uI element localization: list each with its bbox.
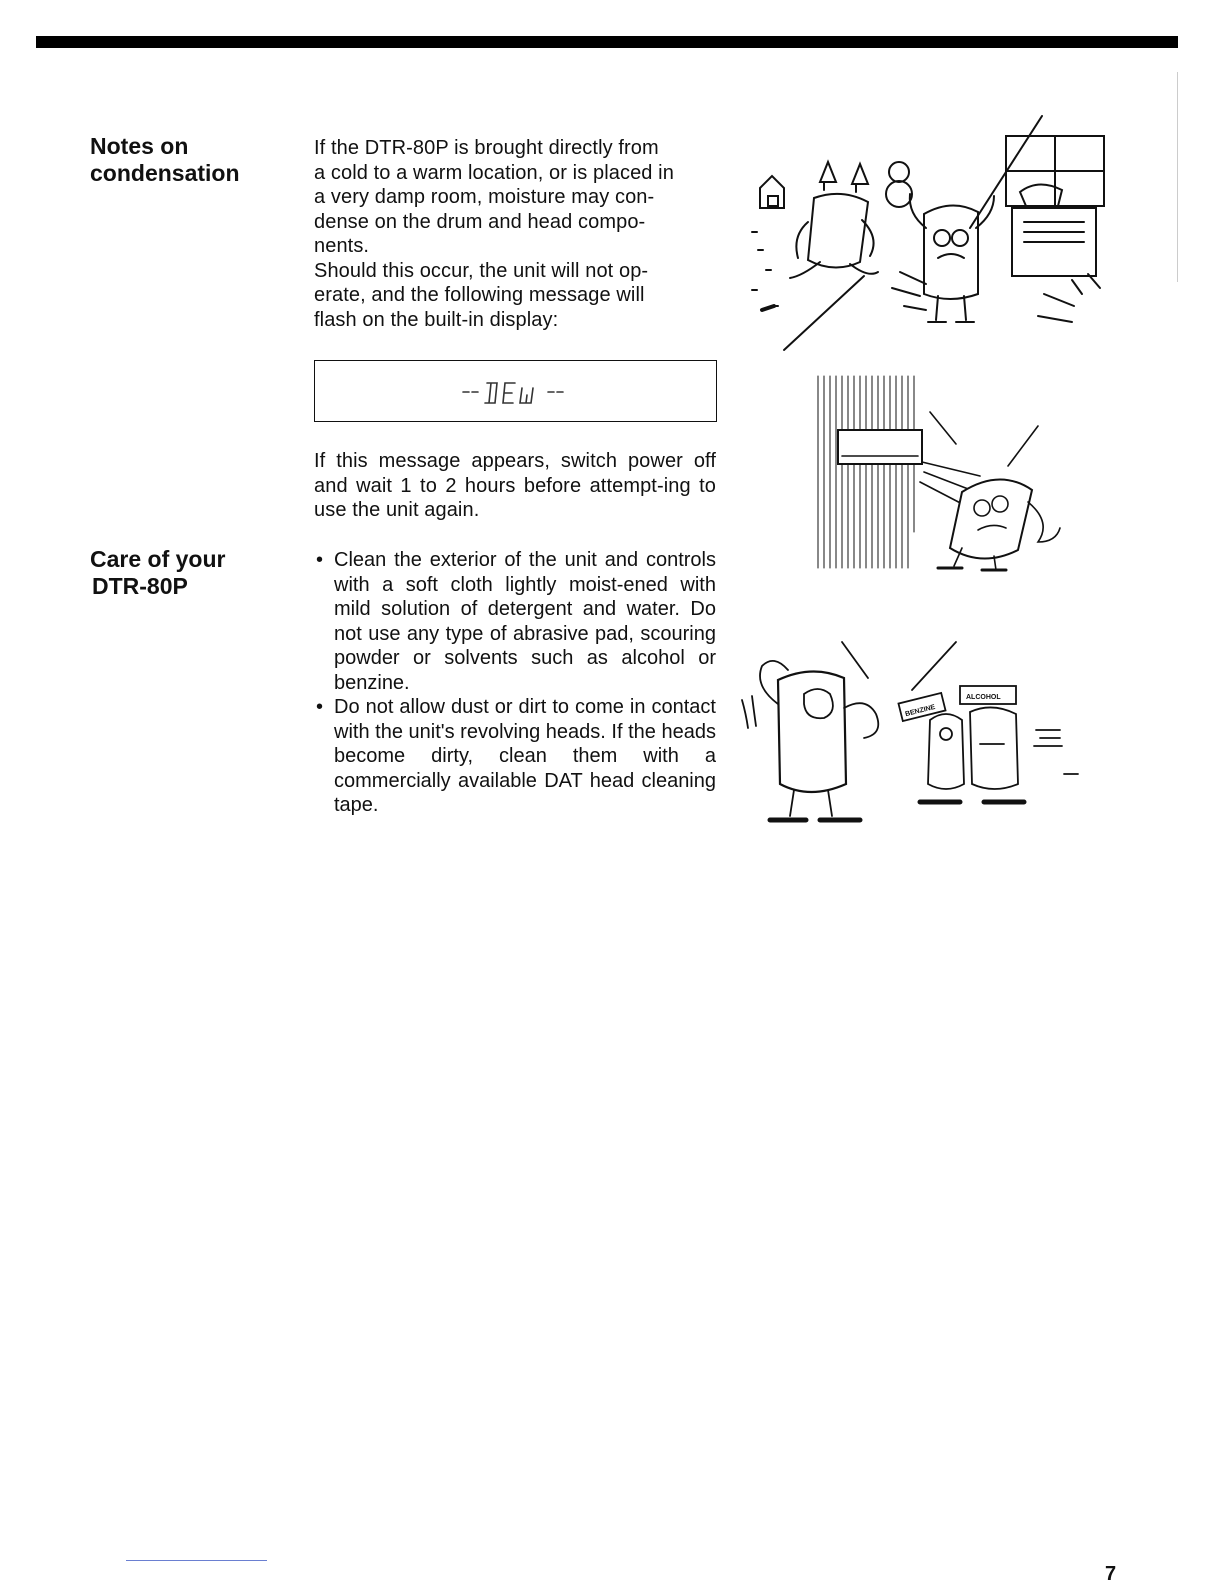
illustration-cold-to-warm [742, 110, 1122, 355]
condensation-intro [314, 136, 716, 332]
heading-line: Care of your [90, 546, 226, 572]
list-item-text: Do not allow dust or dirt to come in contact with the unit's revolving heads. If the heads become dirty, clean them with a commercially available DAT head cleaning tape. [334, 696, 716, 816]
top-rule [36, 36, 1178, 48]
alcohol-sign-label: ALCOHOL [966, 694, 1001, 701]
heading-line: condensation [90, 160, 240, 186]
illustration-no-solvents [734, 634, 1104, 834]
text-line: Should this occur, the unit will not op- [314, 259, 649, 282]
dew-display-box [314, 360, 717, 422]
text-line: flash on the built-in display: [314, 308, 559, 331]
dew-display-segments [315, 361, 718, 423]
page-number: 7 [1105, 1563, 1117, 1585]
dew-instructions: If this message appears, switch power off and wait 1 to 2 hours before attempt-ing to use the unit again. [314, 450, 716, 521]
text-line: dense on the drum and head compo- [314, 210, 646, 233]
heading-line: Notes on [90, 133, 189, 159]
benzine-sign-label: BENZINE [904, 703, 937, 719]
edge-line [1177, 72, 1178, 282]
heading-notes-on-condensation [90, 133, 240, 187]
text-line: If the DTR-80P is brought directly from [314, 137, 659, 159]
illustration-air-conditioner [812, 372, 1072, 582]
text-line: nents. [314, 235, 370, 257]
text-line: a cold to a warm location, or is placed in [314, 161, 674, 184]
care-list [314, 548, 716, 818]
text-line: erate, and the following message will [314, 284, 645, 306]
bullet: • [316, 549, 324, 571]
list-item-text: Clean the exterior of the unit and controls with a soft cloth lightly moist-ened with mild solution of detergent and water. Do not use any type of abrasive pad, scouring powder or solvents such as alcohol or benzine. [334, 549, 716, 694]
heading-care-of-your-dtr80p [90, 546, 225, 600]
bullet: • [316, 696, 324, 718]
footer-underline [126, 1560, 267, 1561]
heading-line: DTR-80P [92, 573, 188, 599]
text-line: a very damp room, moisture may con- [314, 186, 655, 208]
list-item [314, 695, 716, 818]
list-item [314, 548, 716, 695]
